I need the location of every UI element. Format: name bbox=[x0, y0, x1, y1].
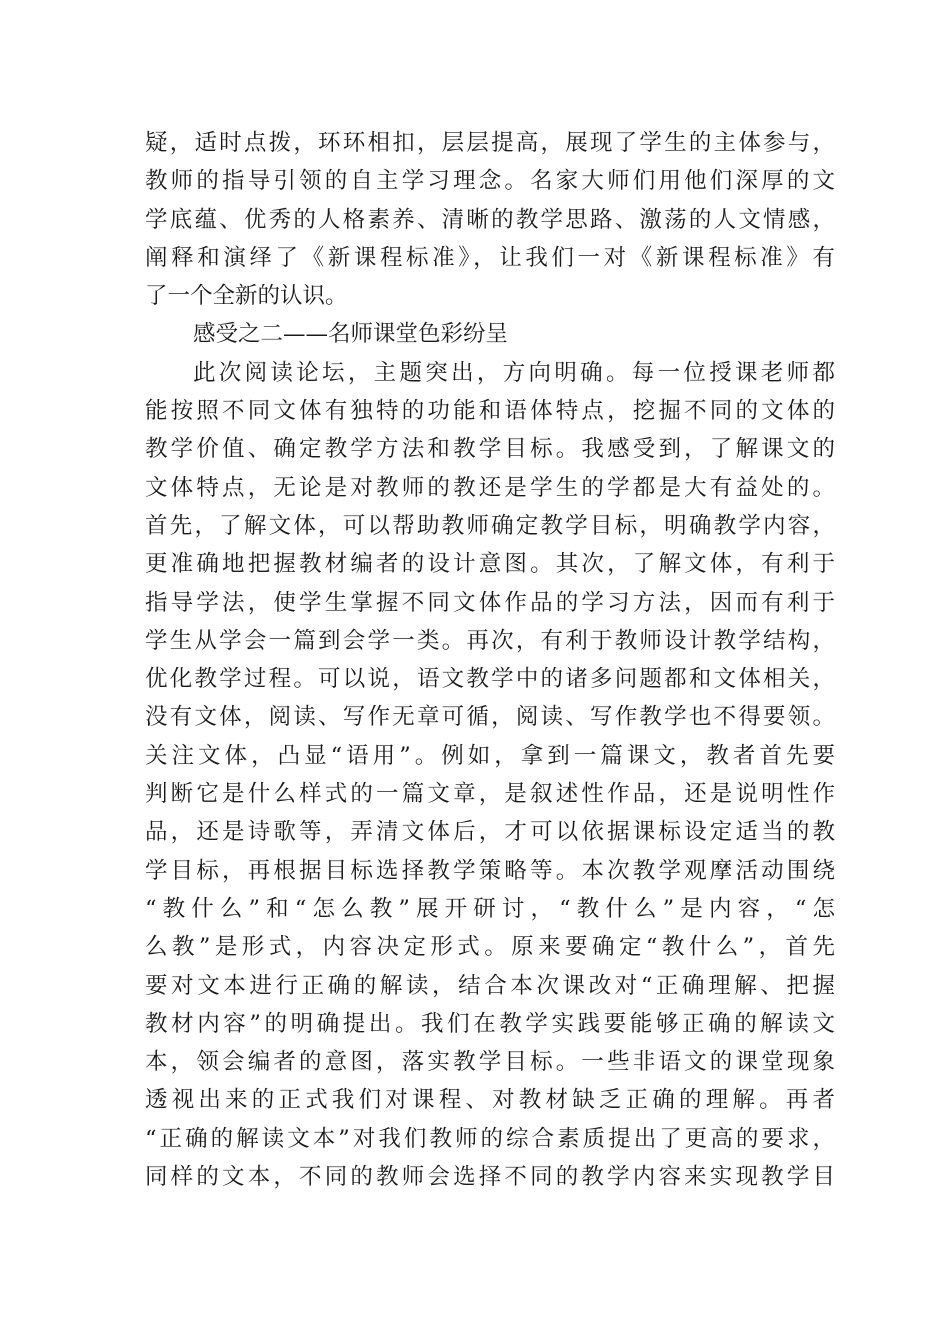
text-line: 疑，适时点拨，环环相扣，层层提高，展现了学生的主体参与， bbox=[145, 130, 835, 156]
text-line: 学目标，再根据目标选择教学策略等。本次教学观摩活动围绕 bbox=[145, 857, 835, 884]
text-line: 文体特点，无论是对教师的教还是学生的学都是大有益处的。 bbox=[145, 474, 835, 501]
text-line: 阐释和演绎了《新课程标准》，让我们一对《新课程标准》有 bbox=[145, 244, 835, 271]
text-line: “教什么”和“怎么教”展开研讨，“教什么”是内容，“怎 bbox=[145, 895, 835, 922]
text-line: 判断它是什么样式的一篇文章，是叙述性作品，还是说明性作 bbox=[145, 781, 835, 808]
text-line: 么教”是形式，内容决定形式。原来要确定“教什么”，首先 bbox=[145, 934, 835, 961]
text-line: 要对文本进行正确的解读，结合本次课改对“正确理解、把握 bbox=[145, 972, 835, 999]
text-line: 透视出来的正式我们对课程、对教材缺乏正确的理解。再者 bbox=[145, 1087, 835, 1114]
text-line: 关注文体，凸显“语用”。例如，拿到一篇课文，教者首先要 bbox=[145, 742, 835, 769]
text-line: 本，领会编者的意图，落实教学目标。一些非语文的课堂现象 bbox=[145, 1049, 835, 1076]
paragraph-first-line: 此次阅读论坛，主题突出，方向明确。每一位授课老师都 bbox=[193, 359, 835, 386]
text-line: 教学价值、确定教学方法和教学目标。我感受到，了解课文的 bbox=[145, 436, 835, 463]
text-line: 学底蕴、优秀的人格素养、清晰的教学思路、激荡的人文情感， bbox=[145, 206, 835, 233]
text-line: “正确的解读文本”对我们教师的综合素质提出了更高的要求， bbox=[145, 1125, 835, 1152]
text-line: 教材内容”的明确提出。我们在教学实践要能够正确的解读文 bbox=[145, 1010, 835, 1037]
text-line: 首先，了解文体，可以帮助教师确定教学目标，明确教学内容， bbox=[145, 512, 835, 539]
body-text bbox=[145, 124, 835, 1196]
text-line: 学生从学会一篇到会学一类。再次，有利于教师设计教学结构， bbox=[145, 627, 835, 654]
text-line: 品，还是诗歌等，弄清文体后，才可以依据课标设定适当的教 bbox=[145, 819, 835, 846]
text-line: 教师的指导引领的自主学习理念。名家大师们用他们深厚的文 bbox=[145, 168, 835, 195]
text-line: 优化教学过程。可以说，语文教学中的诸多问题都和文体相关， bbox=[145, 666, 835, 693]
section-heading: 感受之二——名师课堂色彩纷呈 bbox=[193, 321, 509, 348]
text-line: 没有文体，阅读、写作无章可循，阅读、写作教学也不得要领。 bbox=[145, 704, 835, 731]
paragraph-end-line: 了一个全新的认识。 bbox=[145, 283, 348, 310]
text-line: 同样的文本，不同的教师会选择不同的教学内容来实现教学目 bbox=[145, 1164, 835, 1191]
text-line: 指导学法，使学生掌握不同文体作品的学习方法，因而有利于 bbox=[145, 589, 835, 616]
text-line: 更准确地把握教材编者的设计意图。其次，了解文体，有利于 bbox=[145, 551, 835, 578]
text-line: 能按照不同文体有独特的功能和语体特点，挖掘不同的文体的 bbox=[145, 398, 835, 425]
